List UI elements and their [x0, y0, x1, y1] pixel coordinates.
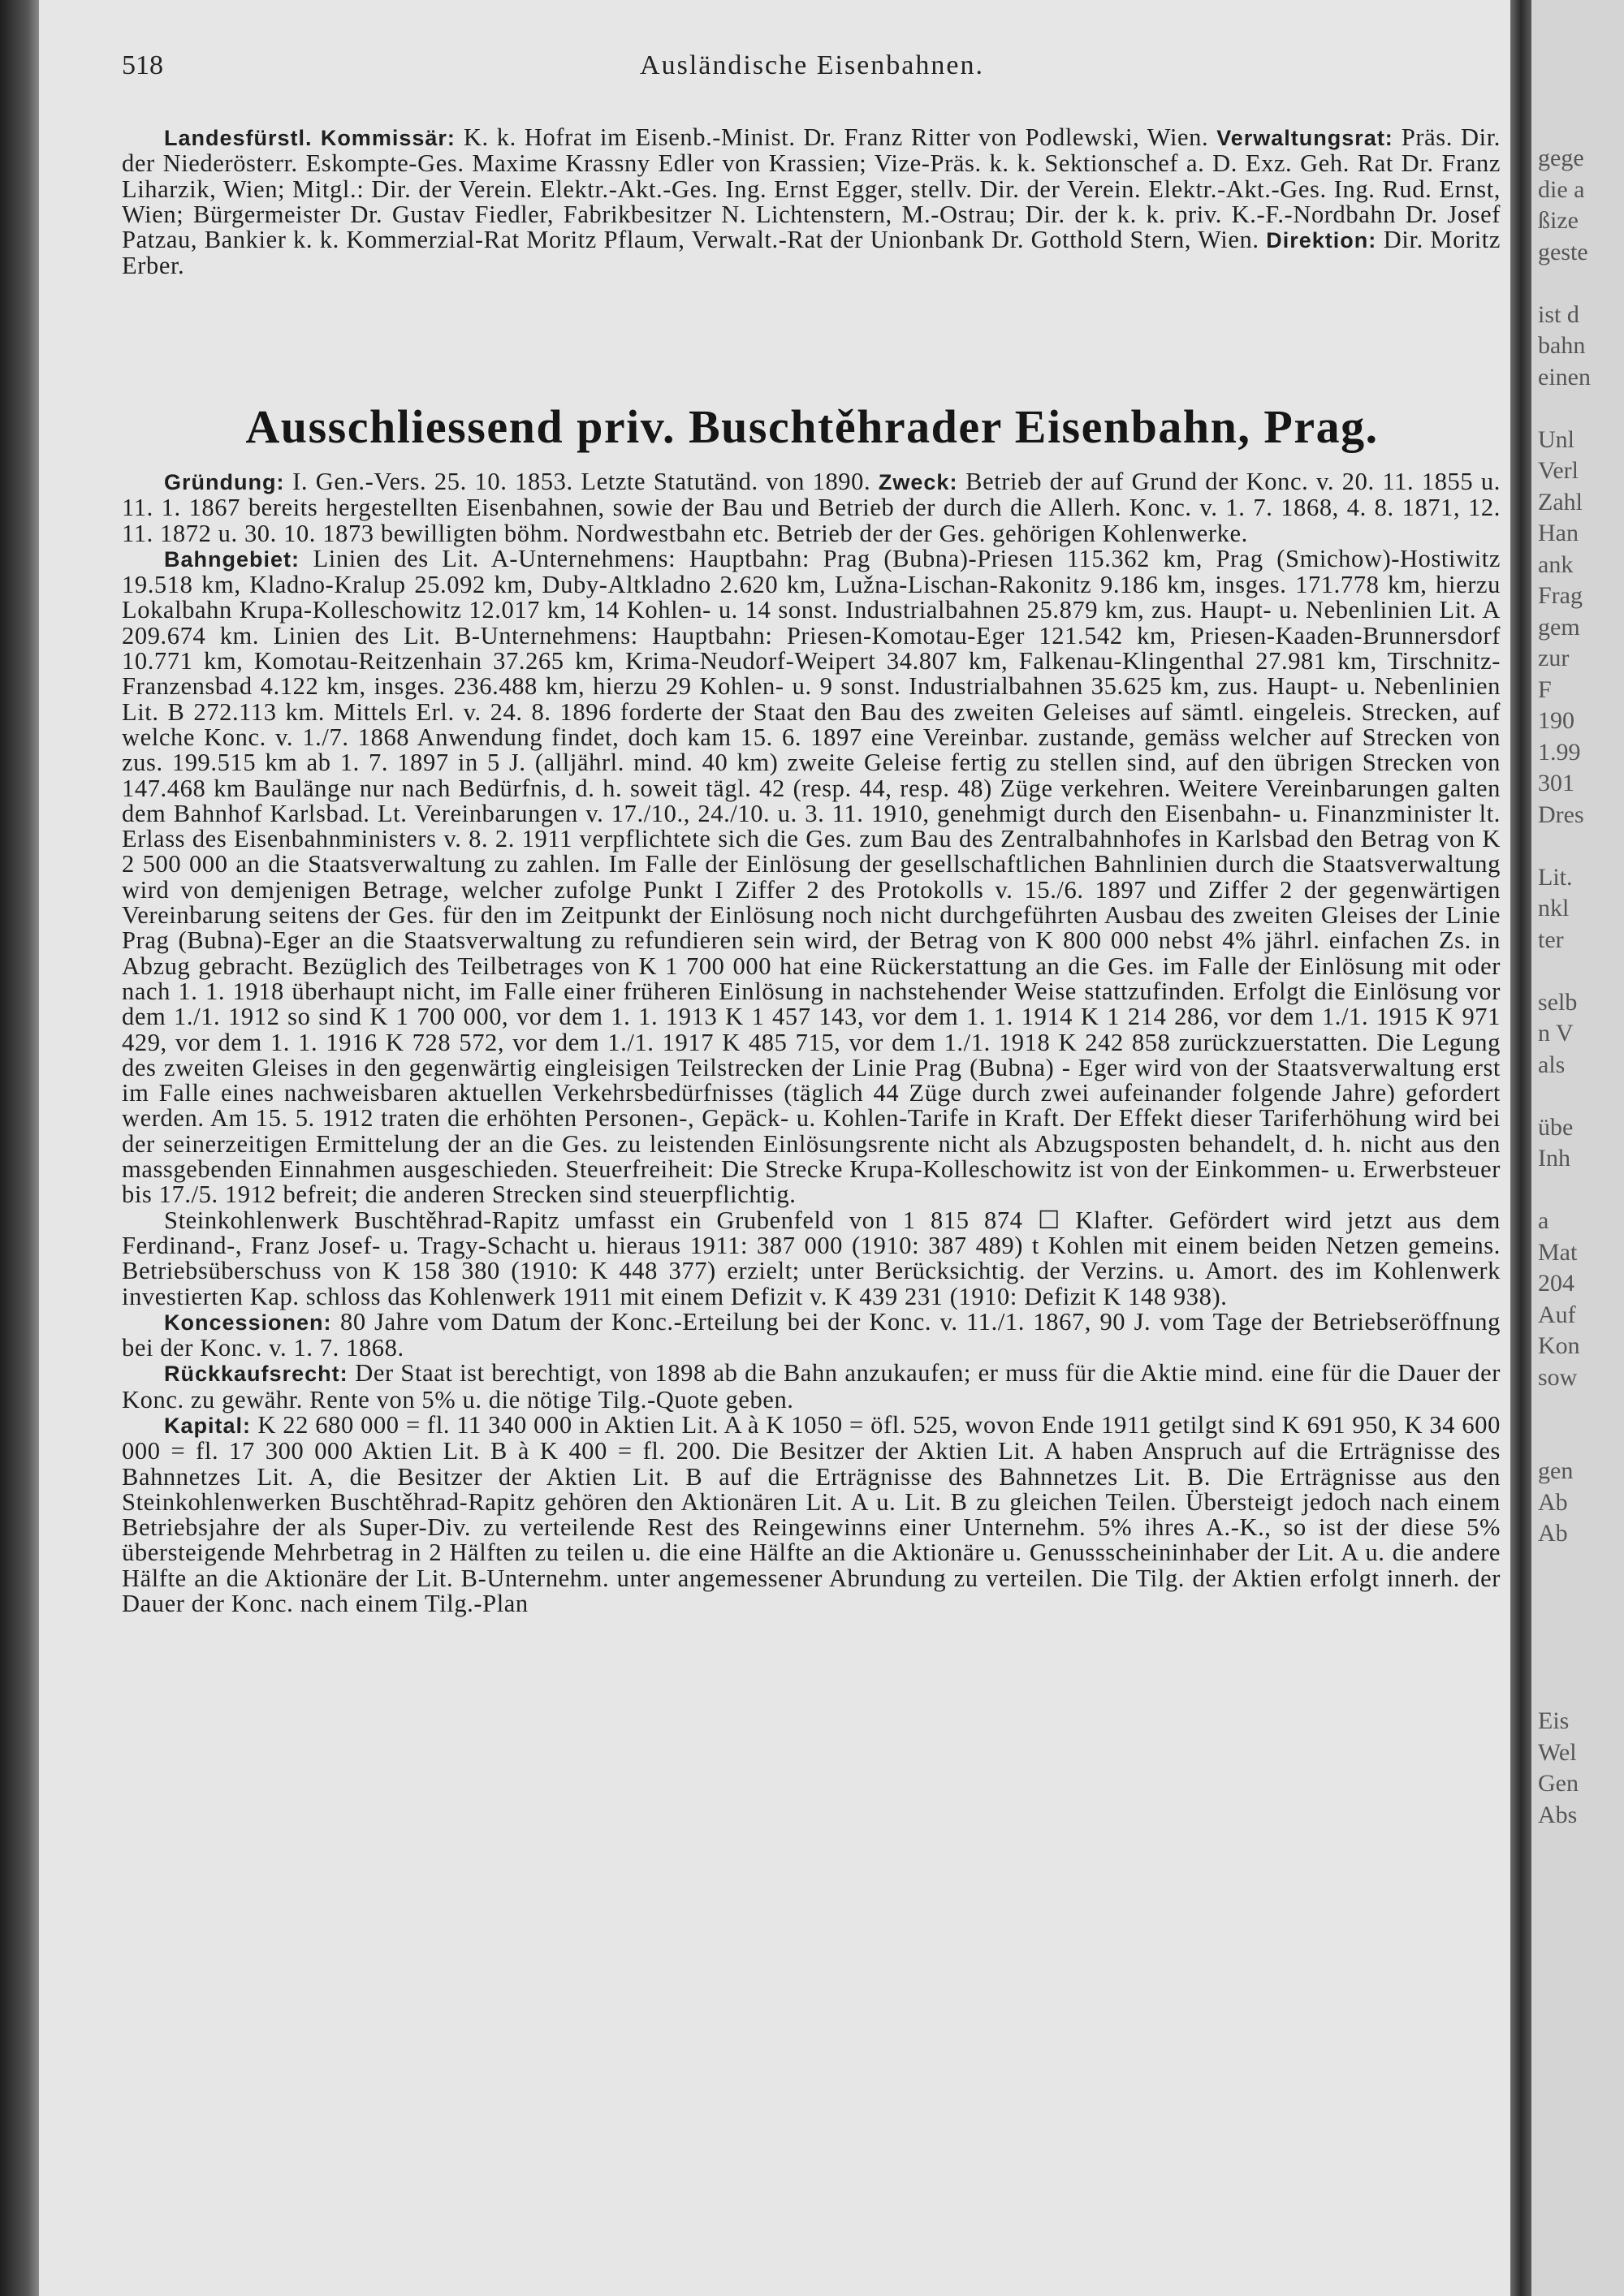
next-page-edge	[1531, 0, 1624, 2296]
paragraph-rueckkaufsrecht	[122, 1361, 1501, 1413]
section-text: K. k. Hofrat im Eisenb.-Minist. Dr. Franz Ritter von Podlewski, Wien.	[455, 123, 1217, 151]
section-label: Koncessionen:	[164, 1310, 332, 1335]
next-page-fragment: selb	[1538, 988, 1578, 1016]
next-page-fragment: Auf	[1538, 1301, 1576, 1328]
next-page-fragment: gen	[1538, 1457, 1574, 1484]
next-page-fragment: F	[1538, 675, 1552, 703]
next-page-fragment: 301	[1538, 770, 1574, 796]
next-page-fragment: ßize	[1538, 207, 1579, 234]
next-page-fragment: Dres	[1538, 801, 1584, 828]
next-page-fragment: einen	[1538, 363, 1591, 391]
next-page-fragment: Mat	[1538, 1238, 1578, 1266]
section-text: 80 Jahre vom Datum der Konc.-Erteilung bei der Konc. v. 11./1. 1867, 90 J. vom Tage der Betriebseröffnung bei der Konc. v. 1. 7. 1868.	[122, 1307, 1501, 1362]
next-page-fragment	[1538, 1862, 1624, 1894]
next-page-fragment: bahn	[1538, 332, 1586, 359]
paragraph-steinkohlenwerk	[122, 1208, 1501, 1310]
section-label: Bahngebiet:	[164, 546, 300, 572]
next-page-fragment: sow	[1538, 1363, 1578, 1391]
next-page-fragment: Lit.	[1538, 863, 1573, 891]
next-page-fragment: a	[1538, 1207, 1549, 1234]
next-page-fragment: als	[1538, 1051, 1566, 1078]
next-page-fragment: Zahl	[1538, 488, 1583, 516]
section-text: Linien des Lit. A-Unternehmens: Hauptbahn: Prag (Bubna)-Priesen 115.362 km, Prag (Smichow)-Hostiwitz 19.518 km, Kladno-Kralup 25.092 km, Duby-Altkladno 2.620 km, Lužna-Lischan-Rakonitz 9.186 km, insges. 171.778 km, hierzu Lokalbahn Krupa-Kolleschowitz 12.017 km, 14 Kohlen- u. 14 sonst. Industrialbahnen 25.879 km, zus. Haupt- u. Nebenlinien Lit. A 209.674 km. Linien des Lit. B-Unternehmens: Hauptbahn: Priesen-Komotau-Eger 121.542 km, Priesen-Kaaden-Brunnersdorf 10.771 km, Komotau-Reitzenhain 37.265 km, Krima-Neudorf-Weipert 34.807 km, Falkenau-Klingenthal 27.981 km, Tirschnitz-Franzensbad 4.122 km, insges. 236.488 km, hierzu 29 Kohlen- u. 9 sonst. Industrialbahnen 35.625 km, zus. Haupt- u. Nebenlinien Lit. B 272.113 km. Mittels Erl. v. 24. 8. 1896 forderte der Staat den Bau des zweiten Geleises auf sämtl. eingeleis. Strecken, auf welche Konc. v. 1./7. 1868 Anwendung findet, doch kam 15. 6. 1897 eine Vereinbar. zustande, gemäss welcher auf Strecken von zus. 199.515 km ab 1. 7. 1897 in 5 J. (alljährl. mind. 40 km) zweite Geleise fertig zu stellen sind, auf den übrigen Strecken von 147.468 km Baulänge nur nach Bedürfnis, d. h. soweit tägl. 42 (resp. 44, resp. 48) Züge verkehren. Weitere Vereinbarungen galten dem Bahnhof Karlsbad. Lt. Vereinbarungen v. 17./10., 24./10. u. 3. 11. 1910, genehmigt durch den Eisenbahn- u. Finanzminister lt. Erlass des Eisenbahnministers v. 8. 2. 1911 verpflichtete sich die Ges. zum Bau des Zentralbahnhofes in Karlsbad den Betrag von K 2 500 000 an die Staatsverwaltung zu zahlen. Im Falle der Einlösung der gesellschaftlichen Bahnlinien durch die Staatsverwaltung wird von demjenigen Betrage, welcher zufolge Punkt I Ziffer 2 des Protokolls v. 15./6. 1897 und Ziffer 2 der gegenwärtigen Vereinbarung seitens der Ges. für den im Zeitpunkt der Einlösung noch nicht durchgeführten Ausbau des zweiten Gleises der Linie Prag (Bubna)-Eger an die Staatsverwaltung zu refundieren sein wird, der Betrag von K 800 000 nebst 4% jährl. einfachen Zs. in Abzug gebracht. Bezüglich des Teilbetrages von K 1 700 000 hat eine Rückerstattung an die Ges. im Falle der Einlösung mit oder nach 1. 1. 1918 überhaupt nicht, im Falle einer früheren Einlösung in nachstehender Weise stattzufinden. Erfolgt die Einlösung vor dem 1./1. 1912 so sind K 1 700 000, vor dem 1. 1. 1913 K 1 457 143, vor dem 1. 1. 1914 K 1 214 286, vor dem 1./1. 1915 K 971 429, vor dem 1. 1. 1916 K 728 572, vor dem 1./1. 1917 K 485 715, vor dem 1./1. 1918 K 242 858 zurückzuerstatten. Die Legung des zweiten Gleises in den gegenwärtig eingleisigen Teilstrecken der Linie Prag (Bubna) - Eger wird von der Staatsverwaltung erst im Falle eines nachweisbaren aktuellen Verkehrsbedürfnisses (täglich 44 Züge durch zwei aufeinander folgende Jahre) gefordert werden. Am 15. 5. 1912 traten die erhöhten Personen-, Gepäck- u. Kohlen-Tarife in Kraft. Der Effekt dieser Tariferhöhung wird bei der seinerzeitigen Ermittelung der an die Ges. zu leistenden Einlösungsrente nicht als Abzugsposten behandelt, d. h. nicht aus den massgebenden Einnahmen ausgeschieden. Steuerfreiheit: Die Strecke Krupa-Kolleschowitz ist von der Einkommen- u. Erwerbsteuer bis 17./5. 1912 befreit; die anderen Strecken sind steuerpflichtig.	[122, 544, 1501, 1209]
next-page-fragment	[1538, 393, 1624, 425]
book-gutter	[1510, 0, 1531, 2296]
next-page-fragment: Unl	[1538, 425, 1574, 453]
section-label: Kapital:	[164, 1413, 252, 1438]
next-page-fragment	[1538, 831, 1624, 862]
section-text: I. Gen.-Vers. 25. 10. 1853. Letzte Statutänd. von 1890.	[284, 468, 879, 495]
section-text: Der Staat ist berechtigt, von 1898 ab die Bahn anzukaufen; er muss für die Aktie mind. eine für die Dauer der Konc. zu gewähr. Rente von 5% u. die nötige Tilg.-Quote geben.	[122, 1359, 1501, 1413]
next-page-fragment: ter	[1538, 926, 1564, 953]
section-label: Zweck:	[878, 470, 958, 494]
next-page-fragment	[1538, 1425, 1624, 1457]
next-page-fragment	[1538, 268, 1624, 300]
next-page-fragment	[1538, 1081, 1624, 1112]
next-page-fragment: Ab	[1538, 1488, 1568, 1516]
next-page-fragment: 1.99	[1538, 738, 1581, 766]
next-page-fragment	[1538, 1893, 1624, 1925]
next-page-fragment: 190	[1538, 707, 1574, 734]
next-page-fragment: ist d	[1538, 300, 1579, 328]
next-page-fragment	[1538, 1643, 1624, 1675]
next-page-fragment: geste	[1538, 238, 1588, 265]
section-text: Präs. Dir. der Niederösterr. Eskompte-Ges. Maxime Krassny Edler von Krassien; Vize-Präs. k. k. Sektionschef a. D. Exz. Geh. Rat Dr. Franz Liharzik, Wien; Mitgl.: Dir. der Verein. Elektr.-Akt.-Ges. Ing. Ernst Egger, stellv. Dir. der Verein. Elektr.-Akt.-Ges. Ing. Rud. Ernst, Wien; Bürgermeister Dr. Gustav Fiedler, Fabrikbesitzer N. Lichtenstern, M.-Ostrau; Dir. der k. k. priv. K.-F.-Nordbahn Dr. Josef Patzau, Bankier k. k. Kommerzial-Rat Moritz Pflaum, Verwalt.-Rat der Unionbank Dr. Gotthold Stern, Wien.	[122, 123, 1501, 254]
next-page-fragment	[1538, 1393, 1624, 1425]
next-page-fragment	[1538, 1831, 1624, 1862]
section-label: Landesfürstl. Kommissär:	[164, 126, 456, 150]
next-page-fragment: Inh	[1538, 1145, 1570, 1172]
next-page-fragment: übe	[1538, 1113, 1574, 1141]
next-page-fragment: Eis	[1538, 1707, 1570, 1734]
next-page-fragment: Ab	[1538, 1520, 1568, 1547]
next-page-fragment: Frag	[1538, 582, 1583, 609]
preamble-block	[122, 125, 1501, 279]
section-text: K 22 680 000 = fl. 11 340 000 in Aktien Lit. A à K 1050 = öfl. 525, wovon Ende 1911 getilgt sind K 691 950, K 34 600 000 = fl. 17 300 000 Aktien Lit. B à K 400 = fl. 200. Die Besitzer der Aktien Lit. A haben Anspruch auf die Erträgnisse des Bahnnetzes Lit. A, die Besitzer der Aktien Lit. B auf die Erträgnisse des Bahnnetzes Lit. B. Die Erträgnisse aus den Steinkohlenwerken Buschtěhrad-Rapitz gehören den Aktionären Lit. A u. Lit. B zu gleichen Teilen. Übersteigt jedoch nach einem Betriebsjahre der als Super-Div. zu verteilende Rest des Reingewinns einer Unternehm. 5% ihres A.-K., so ist der diese 5% übersteigende Mehrbetrag in 2 Hälften zu teilen u. die eine Hälfte an die Aktionäre u. Genussscheininhaber der Lit. A u. die andere Hälfte an die Aktionäre der Lit. B-Unternehm. unter angemessener Abrundung zu verteilen. Die Tilg. der Aktien erfolgt innerh. der Dauer der Konc. nach einem Tilg.-Plan	[122, 1410, 1501, 1618]
section-text: Dir. Moritz Erber.	[122, 226, 1501, 280]
next-page-fragment	[1538, 1675, 1624, 1707]
next-page-fragment: gege	[1538, 145, 1584, 171]
next-page-fragment: n V	[1538, 1020, 1574, 1047]
section-label: Verwaltungsrat:	[1216, 126, 1393, 150]
section-label: Direktion:	[1266, 228, 1377, 253]
next-page-fragment: Abs	[1538, 1801, 1578, 1828]
next-page-fragment: Gen	[1538, 1770, 1579, 1797]
article-body	[122, 469, 1501, 1616]
next-page-fragment: 204	[1538, 1270, 1574, 1297]
next-page-fragment	[1538, 1175, 1624, 1206]
book-spine-shadow	[0, 0, 39, 2296]
running-title: Ausländische Eisenbahnen.	[640, 50, 984, 80]
next-page-fragment: ank	[1538, 550, 1574, 578]
section-label: Rückkaufsrecht:	[164, 1362, 348, 1387]
next-page-fragment: Verl	[1538, 457, 1579, 484]
paragraph-koncessionen	[122, 1307, 1501, 1362]
next-page-fragments	[1531, 0, 1624, 1987]
paragraph-gruendung	[122, 469, 1501, 546]
next-page-fragment: zur	[1538, 645, 1570, 671]
section-label: Gründung:	[164, 470, 285, 494]
next-page-fragment	[1538, 1925, 1624, 1957]
next-page-fragment	[1538, 1612, 1624, 1644]
preamble-paragraph	[122, 125, 1501, 279]
next-page-fragment: Wel	[1538, 1738, 1577, 1766]
section-text: Steinkohlenwerk Buschtěhrad-Rapitz umfasst ein Grubenfeld von 1 815 874 ☐ Klafter. Gefördert wird jetzt aus dem Ferdinand-, Franz Josef- u. Tragy-Schacht u. hieraus 1911: 387 000 (1910: 387 489) t Kohlen mit einem beiden Netzen gemeins. Betriebsüberschuss von K 158 380 (1910: K 448 377) erzielt; unter Berücksichtig. der Verzins. u. Amort. des im Kohlenwerk investierten Kap. schloss das Kohlenwerk 1911 mit einem Defizit v. K 439 231 (1910: Defizit K 148 938).	[122, 1206, 1501, 1310]
next-page-fragment	[1538, 1956, 1624, 1987]
next-page-fragment: Han	[1538, 520, 1579, 546]
next-page-fragment: nkl	[1538, 895, 1570, 921]
next-page-fragment: die a	[1538, 175, 1585, 203]
running-header	[122, 50, 1502, 86]
next-page-fragment: gem	[1538, 613, 1580, 641]
next-page-fragment	[1538, 1550, 1624, 1582]
next-page-fragment	[1538, 1581, 1624, 1612]
next-page-fragment: Kon	[1538, 1332, 1580, 1359]
paragraph-bahngebiet	[122, 546, 1501, 1208]
paragraph-kapital	[122, 1410, 1501, 1618]
page-number: 518	[122, 50, 163, 80]
next-page-fragment	[1538, 956, 1624, 987]
company-title: Ausschliessend priv. Buschtěhrader Eisenbahn, Prag.	[245, 400, 1379, 453]
section-text: Betrieb der auf Grund der Konc. v. 20. 11. 1855 u. 11. 1. 1867 bereits hergestellten Eisenbahnen, sowie der Bau und Betrieb der durch die Allerh. Konc. v. 1. 7. 1868, 4. 8. 1871, 12. 11. 1872 u. 30. 10. 1873 bewilligten böhm. Nordwestbahn etc. Betrieb der der Ges. gehörigen Kohlenwerke.	[122, 468, 1501, 547]
